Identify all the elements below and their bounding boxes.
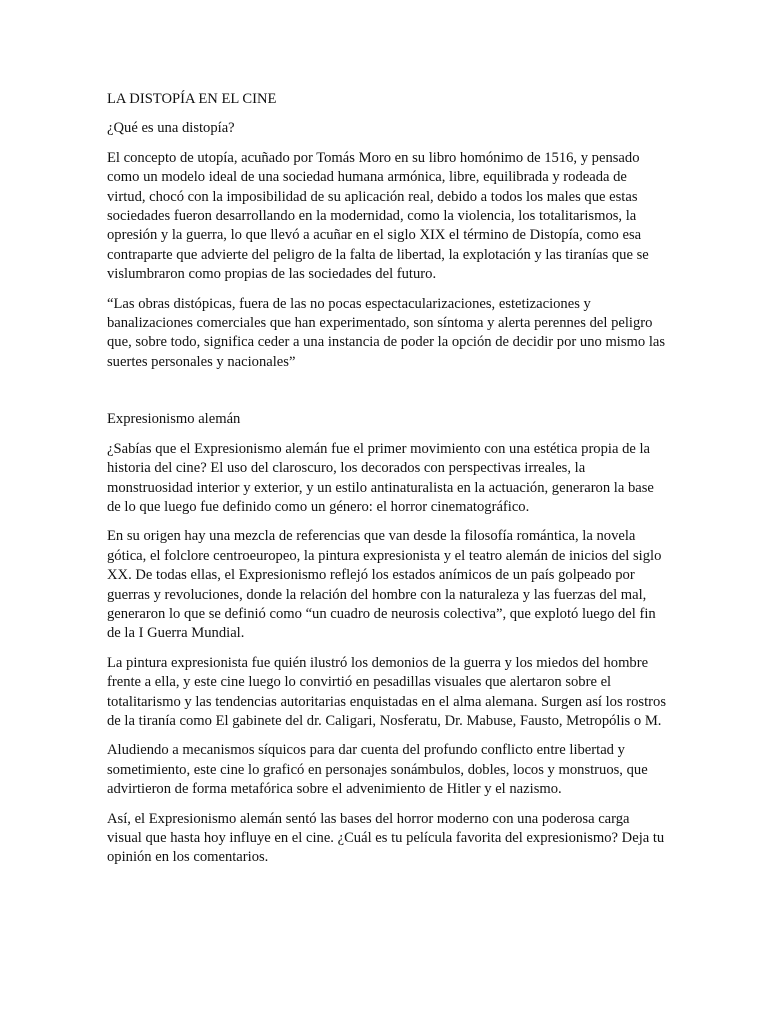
section-heading: Expresionismo alemán [107, 411, 241, 428]
intro-paragraph: El concepto de utopía, acuñado por Tomás Moro en su libro homónimo de 1516, y pensado como un modelo ideal de una sociedad humana armónica, libre, equilibrada y rodeada de virtud, chocó con la imposibilidad de su aplicación real, debido a todos los males que estas sociedades fueron desarrollando en la modernidad, como la violencia, los totalitarismos, la opresión y la guerra, lo que llevó a acuñar en el siglo XIX el término de Distopía, como esa contraparte que advierte del peligro de la falta de libertad, la explotación y las tiranías que se vislumbraron como propias de las sociedades del futuro. [107, 149, 649, 283]
quote-paragraph: “Las obras distópicas, fuera de las no pocas espectacularizaciones, estetizaciones y banalizaciones comerciales que han experimentado, son síntoma y alerta perennes del peligro que, sobre todo, significa ceder a una instancia de poder la opción de decidir por uno mismo las suertes personales y nacionales” [107, 295, 666, 370]
question-heading: ¿Qué es una distopía? [107, 120, 235, 137]
section-spacer [107, 382, 667, 410]
body-paragraph: En su origen hay una mezcla de referencias que van desde la filosofía romántica, la novela gótica, el folclore centroeuropeo, la pintura expresionista y el teatro alemán de inicios del siglo XX. De todas ellas, el Expresionismo reflejó los estados anímicos de un país golpeado por guerras y revoluciones, donde la relación del hombre con la naturaleza y las fuerzas del mal, generaron lo que se definió como “un cuadro de neurosis colectiva”, que explotó luego del fin de la I Guerra Mundial. [107, 528, 662, 642]
body-paragraph: Así, el Expresionismo alemán sentó las bases del horror moderno con una poderosa carga visual que hasta hoy influye en el cine. ¿Cuál es tu película favorita del expresionismo? Deja tu opinión en los comentarios. [107, 810, 665, 866]
body-paragraph: ¿Sabías que el Expresionismo alemán fue el primer movimiento con una estética propia de la historia del cine? El uso del claroscuro, los decorados con perspectivas irreales, la monstruosidad interior y exterior, y un estilo antinaturalista en la actuación, generaron la base de lo que luego fue definido como un género: el horror cinematográfico. [107, 440, 654, 515]
body-paragraph: La pintura expresionista fue quién ilustró los demonios de la guerra y los miedos del hombre frente a ella, y este cine luego lo convirtió en pesadillas visuales que alertaron sobre el totalitarismo y las tendencias autoritarias enquistadas en el alma alemana. Surgen así los rostros de la tiranía como El gabinete del dr. Caligari, Nosferatu, Dr. Mabuse, Fausto, Metropólis o M. [107, 654, 667, 729]
document-title: LA DISTOPÍA EN EL CINE [107, 91, 277, 107]
body-paragraph: Aludiendo a mecanismos síquicos para dar cuenta del profundo conflicto entre libertad y sometimiento, este cine lo graficó en personajes sonámbulos, dobles, locos y monstruos, que advirtieron de forma metafórica sobre el advenimiento de Hitler y el nazismo. [107, 742, 648, 798]
document-page [107, 90, 667, 878]
